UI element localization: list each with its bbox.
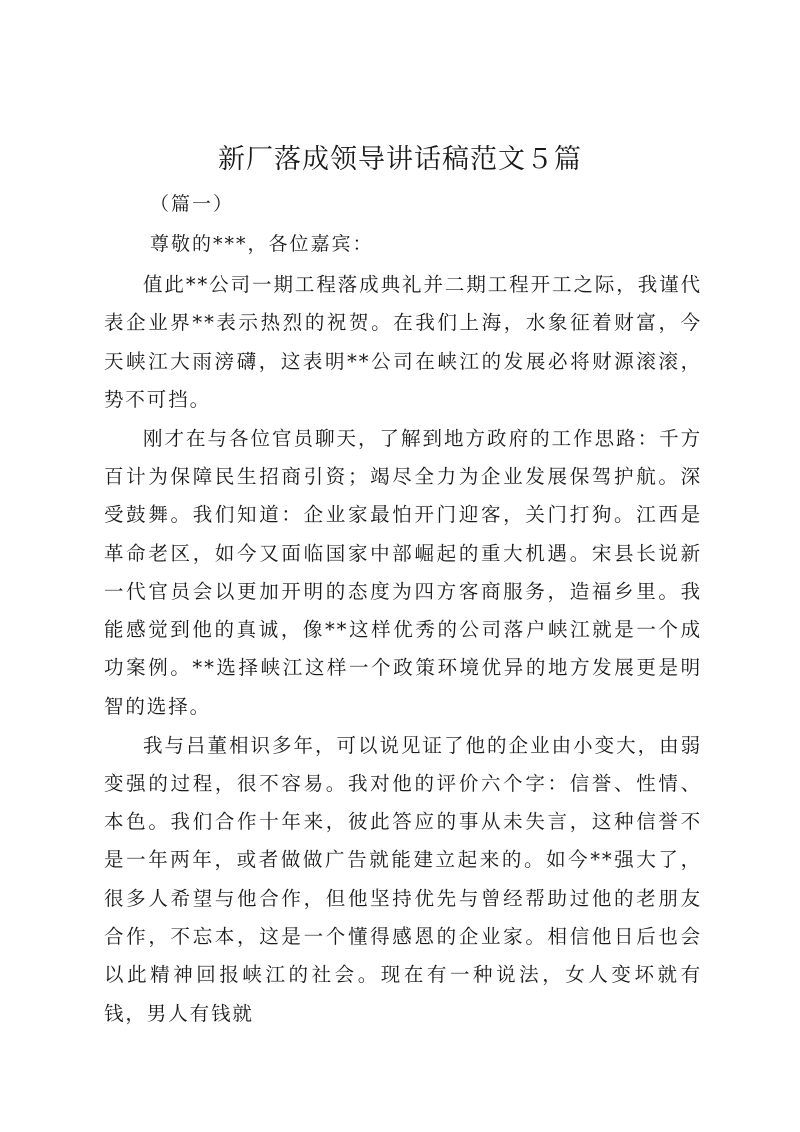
paragraph-3: 我与吕董相识多年，可以说见证了他的企业由小变大，由弱变强的过程，很不容易。我对他的评价六个字：信誉、性情、本色。我们合作十年来，彼此答应的事从未失言，这种信誉不是一年两年，或者做做广告就能建立起来的。如今**强大了，很多人希望与他合作，但他坚持优先与曾经帮助过他的老朋友合作，不忘本，这是一个懂得感恩的企业家。相信他日后也会以此精神回报峡江的社会。现在有一种说法，女人变坏就有钱，男人有钱就 xyxy=(104,733,702,1025)
paragraph-1: 值此**公司一期工程落成典礼并二期工程开工之际，我谨代表企业界**表示热烈的祝贺。在我们上海，水象征着财富，今天峡江大雨滂礴，这表明**公司在峡江的发展必将财源滚滚，势不可挡。 xyxy=(104,273,702,411)
paragraph-2: 刚才在与各位官员聊天，了解到地方政府的工作思路：千方百计为保障民生招商引资；竭尽全力为企业发展保驾护航。深受鼓舞。我们知道：企业家最怕开门迎客，关门打狗。江西是革命老区，如今又面临国家中部崛起的重大机遇。宋县长说新一代官员会以更加开明的态度为四方客商服务，造福乡里。我能感觉到他的真诚，像**这样优秀的公司落户峡江就是一个成功案例。**选择峡江这样一个政策环境优异的地方发展更是明智的选择。 xyxy=(104,426,702,718)
document-title: 新厂落成领导讲话稿范文５篇 xyxy=(218,144,582,175)
section-label: （篇一） xyxy=(150,193,235,215)
salutation: 尊敬的***，各位嘉宾： xyxy=(150,233,374,255)
body-text xyxy=(104,266,702,1033)
